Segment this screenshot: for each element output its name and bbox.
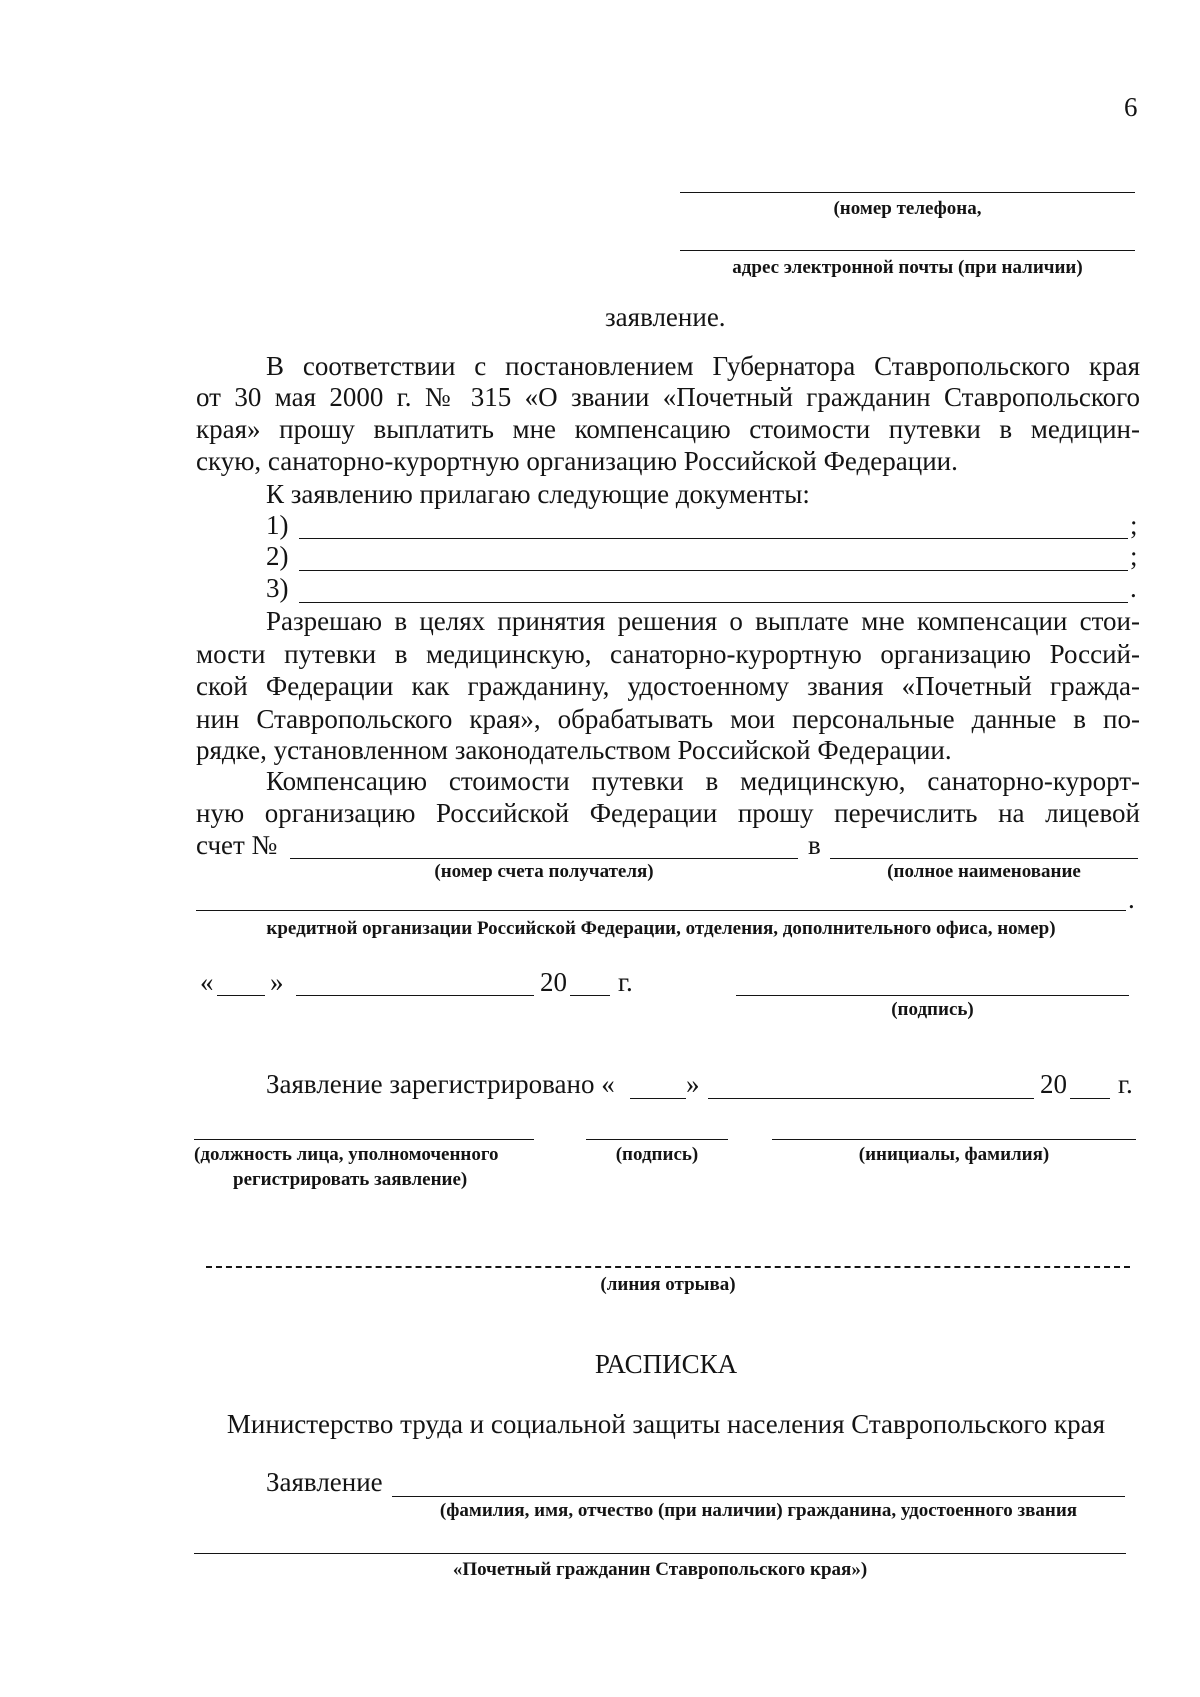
attachment-field-1[interactable] — [299, 538, 1128, 539]
attachment-end-1: ; — [1130, 510, 1138, 540]
receipt-ministry: Министерство труда и социальной защиты населения Ставропольского края — [226, 1409, 1106, 1439]
date-year-suffix: г. — [618, 967, 633, 997]
phone-label: (номер телефона, — [833, 198, 982, 219]
official-position-label-1: (должность лица, уполномоченного — [194, 1144, 499, 1165]
p2-line-3: ской Федерации как гражданину, удостоенному звания «Почетный гражда- — [196, 673, 1140, 701]
p2-line-4: нин Ставропольского края», обрабатывать мои персональные данные в по- — [196, 706, 1140, 734]
account-prefix: счет № — [196, 830, 278, 860]
official-signature-field[interactable] — [586, 1139, 728, 1140]
p3-line-2: ную организацию Российской Федерации прошу перечислить на лицевой — [196, 800, 1140, 828]
bank-name-field-2[interactable] — [196, 910, 1126, 911]
bank-name-field-1[interactable] — [830, 858, 1138, 859]
registration-day-field[interactable] — [630, 1098, 686, 1099]
p1-line-3: края» прошу выплатить мне компенсацию стоимости путевки в медицин- — [196, 416, 1140, 444]
bank-label-2: кредитной организации Российской Федерации, отделения, дополнительного офиса, номер) — [266, 918, 1056, 939]
date-open-quote: « — [200, 967, 214, 997]
official-position-field[interactable] — [194, 1139, 534, 1140]
bank-label-1: (полное наименование — [887, 861, 1081, 882]
p3-line-1: Компенсацию стоимости путевки в медицинскую, санаторно-курорт- — [266, 768, 1140, 796]
doc-title: заявление. — [605, 302, 726, 332]
attachment-end-3: . — [1130, 573, 1137, 603]
p1-line-4: скую, санаторно-курортную организацию Российской Федерации. — [196, 446, 958, 476]
in-word: в — [808, 830, 821, 860]
official-name-label: (инициалы, фамилия) — [858, 1144, 1050, 1165]
date-year-field[interactable] — [570, 995, 610, 996]
phone-field-line[interactable] — [680, 192, 1135, 193]
official-name-field[interactable] — [772, 1139, 1136, 1140]
date-day-field[interactable] — [217, 995, 265, 996]
attachment-field-3[interactable] — [299, 602, 1128, 603]
applicant-signature-field[interactable] — [736, 995, 1129, 996]
registration-close-quote: » — [686, 1069, 700, 1099]
receipt-name-field[interactable] — [392, 1496, 1125, 1497]
receipt-title-field[interactable] — [194, 1553, 1126, 1554]
date-year-prefix: 20 — [540, 967, 567, 997]
date-month-field[interactable] — [296, 995, 534, 996]
registration-year-prefix: 20 — [1040, 1069, 1067, 1099]
account-label: (номер счета получателя) — [434, 861, 654, 882]
date-close-quote: » — [270, 967, 284, 997]
attachment-end-2: ; — [1130, 541, 1138, 571]
bank-line-end: . — [1128, 884, 1135, 914]
account-number-field[interactable] — [290, 858, 798, 859]
receipt-name-label: (фамилия, имя, отчество (при наличии) гражданина, удостоенного звания — [439, 1500, 1078, 1521]
p2-line-1: Разрешаю в целях принятия решения о выплате мне компенсации стои- — [266, 608, 1140, 636]
tear-line — [206, 1266, 1130, 1268]
attachment-field-2[interactable] — [299, 570, 1128, 571]
registration-year-field[interactable] — [1070, 1098, 1110, 1099]
attachment-num-1: 1) — [266, 510, 289, 540]
page-number: 6 — [1124, 92, 1138, 122]
p1-line-2: от 30 мая 2000 г. № 315 «О звании «Почетный гражданин Ставропольского — [196, 384, 1140, 412]
tear-line-label: (линия отрыва) — [600, 1274, 736, 1295]
official-signature-label: (подпись) — [615, 1144, 699, 1165]
email-label: адрес электронной почты (при наличии) — [732, 257, 1083, 278]
receipt-title: РАСПИСКА — [594, 1349, 738, 1379]
registration-text: Заявление зарегистрировано « — [266, 1069, 615, 1099]
p2-line-2: мости путевки в медицинскую, санаторно-курортную организацию Россий- — [196, 641, 1140, 669]
official-position-label-2: регистрировать заявление) — [233, 1169, 468, 1190]
applicant-signature-label: (подпись) — [891, 999, 974, 1020]
registration-month-field[interactable] — [708, 1098, 1034, 1099]
email-field-line[interactable] — [680, 250, 1135, 251]
attachments-intro: К заявлению прилагаю следующие документы: — [266, 479, 810, 509]
attachment-num-3: 3) — [266, 573, 289, 603]
p1-line-1: В соответствии с постановлением Губернатора Ставропольского края — [266, 353, 1140, 381]
receipt-statement-prefix: Заявление — [266, 1467, 383, 1497]
attachment-num-2: 2) — [266, 541, 289, 571]
p2-line-5: рядке, установленном законодательством Российской Федерации. — [196, 735, 952, 765]
registration-year-suffix: г. — [1118, 1069, 1133, 1099]
receipt-title-label: «Почетный гражданин Ставропольского края») — [452, 1559, 868, 1580]
